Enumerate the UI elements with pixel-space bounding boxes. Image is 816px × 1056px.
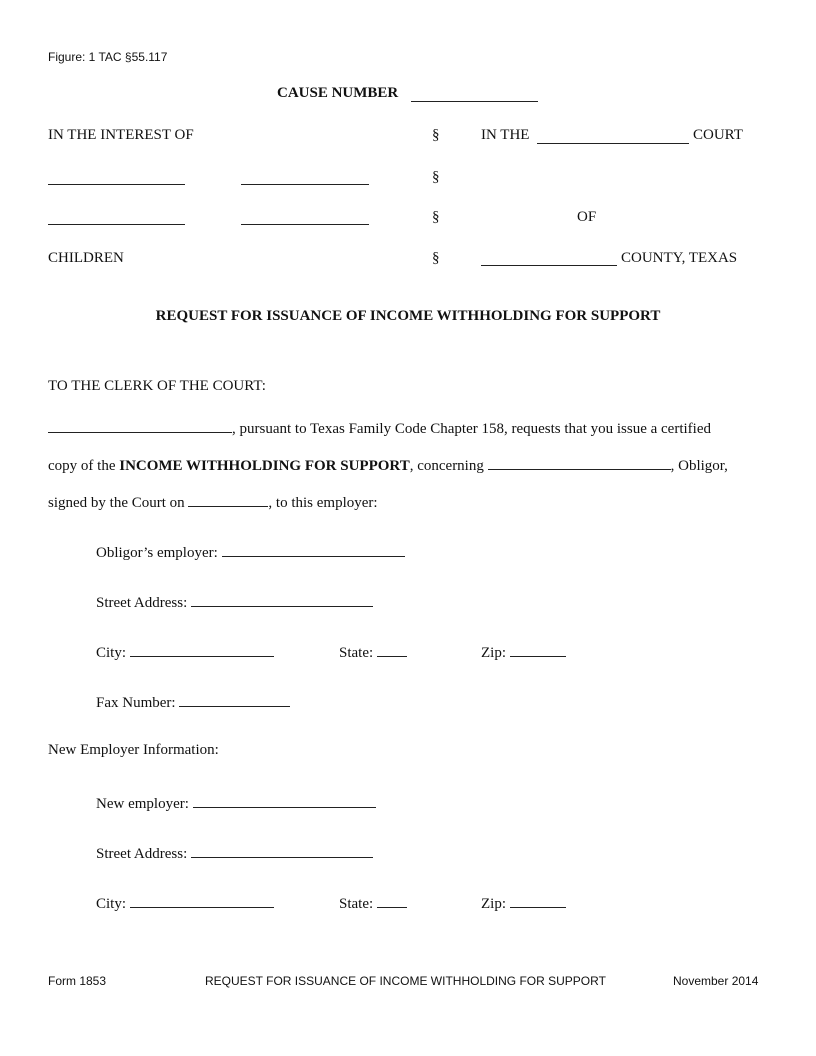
county-field[interactable]: [481, 252, 617, 266]
footer-date: November 2014: [673, 974, 759, 988]
body-text: , pursuant to Texas Family Code Chapter 158, requests that you issue a certified: [232, 421, 711, 437]
new-employer-street-field[interactable]: [191, 844, 373, 858]
section-symbol: §: [432, 250, 440, 266]
state-label: State:: [339, 645, 374, 661]
state-label: State:: [339, 896, 374, 912]
body-text: , Obligor,: [670, 458, 728, 474]
new-employer-state-row: [339, 894, 407, 912]
new-employer-heading: New Employer Information:: [48, 742, 219, 758]
zip-label: Zip:: [481, 645, 506, 661]
obligor-employer-row: [96, 543, 405, 561]
new-employer-row: [96, 794, 376, 812]
fax-number-label: Fax Number:: [96, 695, 176, 711]
body-text: , to this employer:: [268, 495, 378, 511]
new-employer-zip-field[interactable]: [510, 894, 566, 908]
document-title: REQUEST FOR ISSUANCE OF INCOME WITHHOLDING FOR SUPPORT: [155, 308, 661, 324]
withholding-title-inline: INCOME WITHHOLDING FOR SUPPORT: [119, 458, 410, 474]
new-employer-city-field[interactable]: [130, 894, 274, 908]
zip-label: Zip:: [481, 896, 506, 912]
requester-name-field[interactable]: [48, 419, 232, 433]
footer-form-number: Form 1853: [48, 974, 107, 988]
county-texas-label: COUNTY, TEXAS: [621, 250, 738, 266]
children-label: CHILDREN: [48, 250, 124, 266]
salutation: TO THE CLERK OF THE COURT:: [48, 378, 266, 394]
obligor-name-field[interactable]: [488, 456, 671, 470]
in-the-label: IN THE: [481, 127, 530, 143]
court-field[interactable]: [537, 130, 689, 144]
child-name-field-3[interactable]: [48, 211, 185, 225]
child-name-field-2[interactable]: [241, 171, 369, 185]
new-employer-field[interactable]: [193, 794, 376, 808]
child-name-field-4[interactable]: [241, 211, 369, 225]
section-symbol: §: [432, 209, 440, 225]
city-label: City:: [96, 896, 127, 912]
figure-reference: Figure: 1 TAC §55.117: [48, 50, 168, 64]
body-text: signed by the Court on: [48, 495, 185, 511]
new-employer-city-row: [96, 894, 274, 912]
body-line-2: [48, 456, 728, 474]
court-label: COURT: [693, 127, 743, 143]
obligor-employer-field[interactable]: [222, 543, 405, 557]
employer-state-row: [339, 643, 407, 661]
new-employer-label: New employer:: [96, 796, 189, 812]
body-text: copy of the: [48, 458, 116, 474]
employer-fax-row: [96, 693, 290, 711]
employer-zip-field[interactable]: [510, 643, 566, 657]
employer-zip-row: [481, 643, 566, 661]
signed-date-field[interactable]: [188, 493, 268, 507]
body-text: , concerning: [409, 458, 484, 474]
employer-city-row: [96, 643, 274, 661]
new-employer-street-row: [96, 844, 373, 862]
of-label: OF: [577, 209, 597, 225]
body-line-1: [48, 419, 711, 437]
footer-form-title: REQUEST FOR ISSUANCE OF INCOME WITHHOLDING FOR SUPPORT: [205, 974, 606, 988]
cause-number-label: CAUSE NUMBER: [277, 85, 399, 101]
street-address-label: Street Address:: [96, 846, 188, 862]
cause-number-field[interactable]: [411, 88, 538, 102]
employer-street-field[interactable]: [191, 593, 373, 607]
body-line-3: [48, 493, 378, 511]
street-address-label: Street Address:: [96, 595, 188, 611]
new-employer-state-field[interactable]: [377, 894, 407, 908]
new-employer-zip-row: [481, 894, 566, 912]
obligor-employer-label: Obligor’s employer:: [96, 545, 218, 561]
section-symbol: §: [432, 127, 440, 143]
employer-state-field[interactable]: [377, 643, 407, 657]
city-label: City:: [96, 645, 127, 661]
employer-fax-field[interactable]: [179, 693, 290, 707]
employer-street-row: [96, 593, 373, 611]
section-symbol: §: [432, 169, 440, 185]
employer-city-field[interactable]: [130, 643, 274, 657]
in-interest-of-label: IN THE INTEREST OF: [48, 127, 194, 143]
child-name-field-1[interactable]: [48, 171, 185, 185]
